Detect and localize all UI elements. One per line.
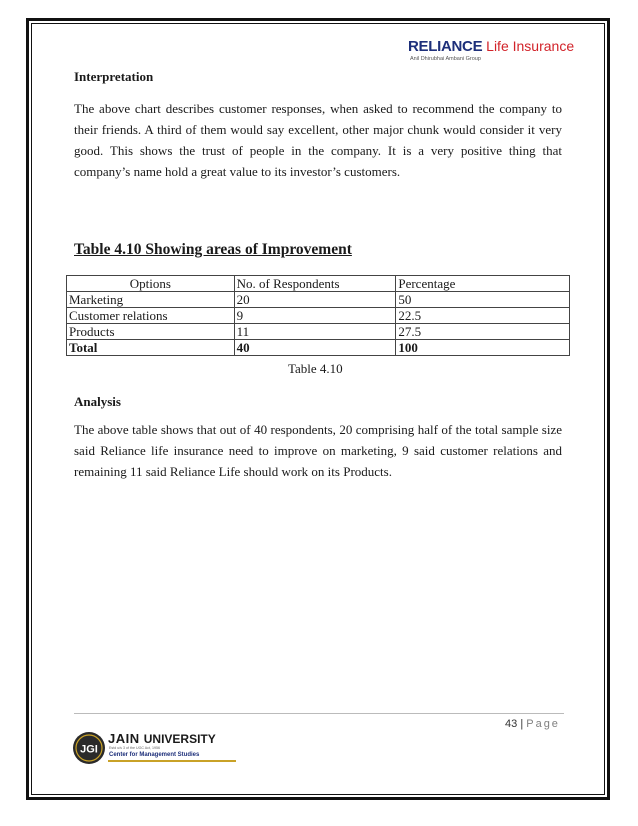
table-row [67, 324, 570, 340]
table-cell: 22.5 [396, 308, 570, 324]
footer-divider [74, 713, 564, 714]
table-cell: 9 [234, 308, 396, 324]
interpretation-heading: Interpretation [74, 69, 154, 84]
table-cell: 11 [234, 324, 396, 340]
table-cell: Total [67, 340, 235, 356]
column-header-options: Options [67, 276, 235, 292]
jain-logo-name: JAIN [108, 731, 140, 746]
table-cell: 40 [234, 340, 396, 356]
table-cell: Products [67, 324, 235, 340]
reliance-logo-life: Life Insurance [486, 38, 575, 54]
page-separator: | [520, 718, 524, 730]
table-total-row [67, 340, 570, 356]
jgi-emblem-text: JGI [80, 743, 98, 756]
table-cell: 100 [396, 340, 570, 356]
page-label: Page [526, 718, 560, 730]
table-cell: Marketing [67, 292, 235, 308]
jain-logo-center: Center for Management Studies [109, 752, 200, 758]
analysis-heading: Analysis [74, 394, 121, 409]
reliance-logo [408, 38, 575, 70]
jain-university-logo [72, 729, 238, 767]
jain-logo-university: UNIVERSITY [143, 732, 216, 746]
improvement-table [66, 275, 570, 356]
interpretation-paragraph: The above chart describes customer responses, when asked to recommend the company to their friends. A third of them would say excellent, other major chunk would consider it very good. This shows the trust of people in the company. It is a very positive thing that company’s name hold a great value to its investor’s customers. [74, 101, 562, 179]
reliance-logo-tagline: Anil Dhirubhai Ambani Group [410, 56, 481, 62]
jain-logo-underline [108, 760, 236, 762]
jgi-emblem-icon [72, 731, 106, 765]
table-cell: 27.5 [396, 324, 570, 340]
jain-logo-subtitle: Estd u/s 3 of the UGC Act, 1956 [109, 746, 160, 750]
table-title: Table 4.10 Showing areas of Improvement [74, 241, 352, 258]
page-number-footer [505, 718, 560, 730]
table-caption: Table 4.10 [288, 361, 343, 376]
table-cell: 50 [396, 292, 570, 308]
table-header-row [67, 276, 570, 292]
table-row [67, 308, 570, 324]
column-header-percentage: Percentage [396, 276, 570, 292]
table-row [67, 292, 570, 308]
page-number: 43 [505, 718, 518, 730]
analysis-paragraph: The above table shows that out of 40 respondents, 20 comprising half of the total sample size said Reliance life insurance need to improve on marketing, 9 said customer relations and remaining 11 said Reliance Life should work on its Products. [74, 422, 562, 479]
column-header-respondents: No. of Respondents [234, 276, 396, 292]
table-cell: 20 [234, 292, 396, 308]
reliance-logo-name: RELIANCE [408, 38, 483, 55]
table-cell: Customer relations [67, 308, 235, 324]
